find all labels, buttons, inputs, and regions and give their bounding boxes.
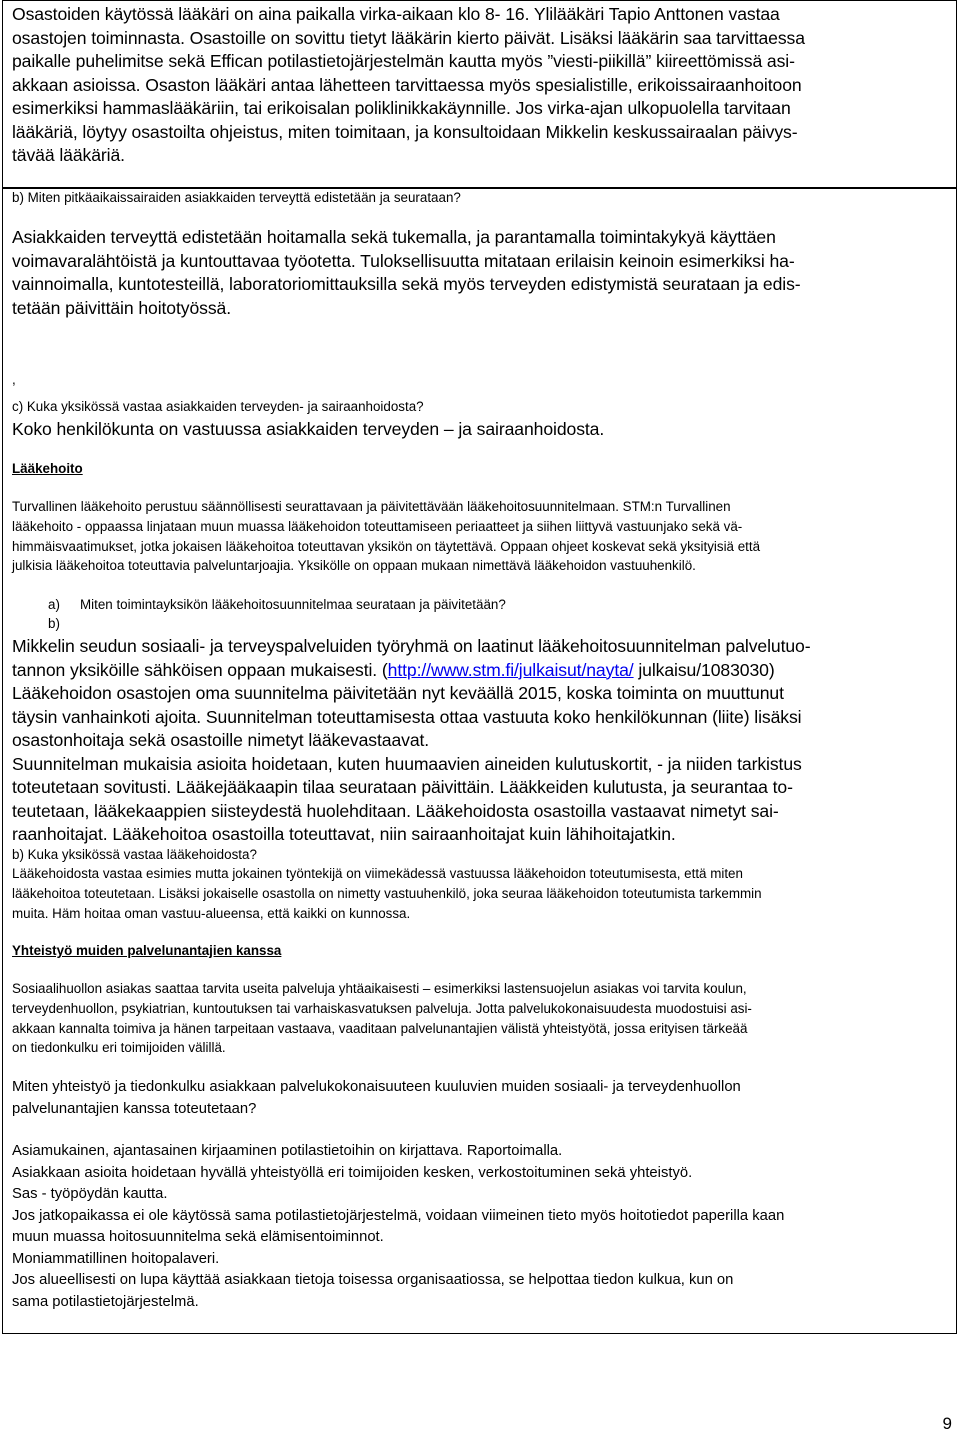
- question-a-plan-label: a): [48, 597, 60, 612]
- question-a-plan-text: Miten toimintayksikön lääkehoitosuunnitelmaa seurataan ja päivitetään?: [80, 597, 506, 612]
- answer-b-medresp: Lääkehoidosta vastaa esimies mutta jokainen työntekijä on viimekädessä vastuussa lääkehoidon toteutumisesta, että miten lääkehoitoa toteutetaan. Lisäksi jokaiselle osastolla on nimetty vastuuhenkilö, joka seuraa lääkehoidon toteutumista tarkemmin muita. Häm hoitaa oman vastuu-alueensa, että kaikki on kunnossa.: [12, 866, 762, 921]
- heading-medication: Lääkehoito: [12, 461, 83, 476]
- answer-c-responsible: Koko henkilökunta on vastuussa asiakkaiden terveyden – ja sairaanhoidosta.: [12, 419, 605, 439]
- question-b-health: b) Miten pitkäaikaissairaiden asiakkaiden terveyttä edistetään ja seurataan?: [12, 190, 461, 205]
- question-c-responsible: c) Kuka yksikössä vastaa asiakkaiden terveyden- ja sairaanhoidosta?: [12, 399, 424, 414]
- answer-cooperation: Asiamukainen, ajantasainen kirjaaminen potilastietoihin on kirjattava. Raportoimalla. Asiakkaan asioita hoidetaan hyvällä yhteistyöllä eri toimijoiden kesken, verkostoituminen sekä yhteistyö. Sas - työpöydän kautta. Jos jatkopaikassa ei ole käytössä sama potilastietojärjestelmä, voidaan viimeinen tieto myös hoitotiedot paperilla kaan muun muassa hoitosuunnitelma sekä elämisentoiminnot. Moniammatillinen hoitopalaveri. Jos alueellisesti on lupa käyttää asiakkaan tietoja toisessa organisaatiossa, se helpottaa tiedon kulkua, kun on sama potilastietojärjestelmä.: [12, 1143, 785, 1310]
- doctor-paragraph: Osastoiden käytössä lääkäri on aina paikalla virka-aikaan klo 8- 16. Ylilääkäri Tapio Anttonen vastaa osastojen toiminnasta. Osastoille on sovittu tietyt lääkärin kierto päivät. Lisäksi lääkärin saa tarvittaessa paikalle puhelimitse sekä Effican potilastietojärjestelmän kautta myös ”viesti-piikillä” kiireettömissä asi- akkaan asioissa. Osaston lääkäri antaa lähetteen tarvittaessa myös spesialistille, erikoissairaanhoitoon esimerkiksi hammaslääkäriin, tai erikoisalan poliklinikkakäynnille. Jos virka-ajan ulkopuolella tarvitaan lääkäriä, löytyy osastoilta ohjeistus, miten toimitaan, ja konsultoidaan Mikkelin keskussairaalan päivys- tävää lääkäriä.: [12, 4, 805, 165]
- cooperation-paragraph: Sosiaalihuollon asiakas saattaa tarvita useita palveluja yhtäaikaisesti – esimerkiksi lastensuojelun asiakas voi tarvita koulun, terveydenhuollon, psykiatrian, kuntoutuksen tai varhaiskasvatuksen palveluja. Jotta palvelukokonaisuudesta muodostuisi asi- akkaan kannalta toimiva ja hänen tarpeitaan vastaava, vaaditaan palvelunantajien välistä yhteistyötä, jossa erityisen tärkeää on tiedonkulku eri toimijoiden välillä.: [12, 981, 752, 1056]
- medication-paragraph: Turvallinen lääkehoito perustuu säännöllisesti seurattavaan ja päivitettävään lääkehoitosuunnitelmaan. STM:n Turvallinen lääkehoito - oppaassa linjataan muun muassa lääkehoidon toteuttamiseen periaatteet ja siihen liittyvä vastuunjako sekä vä- himmäisvaatimukset, jotka jokaisen lääkehoitoa toteuttavan yksikön on täytettävä. Oppaan ohjeet koskevat sekä yksityisiä että julkisia lääkehoitoa toteuttavia palveluntarjoajia. Yksikölle on oppaan mukaan nimettävä lääkehoidon vastuuhenkilö.: [12, 499, 761, 574]
- question-b-label: b): [48, 616, 60, 631]
- plan-answer: Mikkelin seudun sosiaali- ja terveyspalveluiden työryhmä on laatinut lääkehoitosuunnitelman palvelutuo- tannon yksiköille sähköisen oppaan mukaisesti. (http://www.stm.fi/julkaisut/nayta/ julkaisu/1083030) Lääkehoidon osastojen oma suunnitelma päivitetään nyt keväällä 2015, koska toiminta on muuttunut täysin vanhainkoti ajoita. Suunnitelman toteuttamisesta ottaa vastuuta koko henkilökunnan (liite) lisäksi osastonhoitaja sekä osastoille nimetyt lääkevastaavat. Suunnitelman mukaisia asioita hoidetaan, kuten huumaavien aineiden kulutuskortit, - ja niiden tarkistus toteutetaan sovitusti. Lääkejääkaapin tilaa seurataan päivittäin. Lääkkeiden kulutusta, ja seurantaa to- teutetaan, lääkekaappien siisteydestä huolehditaan. Lääkehoidosta osastoilla vastaavat nimetyt sai- raanhoitajat. Lääkehoitoa osastoilla toteuttavat, niin sairaanhoitajat kuin lähihoitajatkin.: [12, 636, 811, 844]
- question-b-medresp: b) Kuka yksikössä vastaa lääkehoidosta?: [12, 847, 257, 862]
- plan-answer-link-line: tannon yksiköille sähköisen oppaan mukaisesti. (http://www.stm.fi/julkaisut/nayta/ julkaisu/1083030): [12, 659, 775, 680]
- question-cooperation: Miten yhteistyö ja tiedonkulku asiakkaan palvelukokonaisuuteen kuuluvien muiden sosiaali- ja terveydenhuollon palvelunantajien kanssa toteutetaan?: [12, 1079, 741, 1117]
- stm-link[interactable]: http://www.stm.fi/julkaisut/nayta/: [387, 659, 634, 680]
- question-a-plan: [48, 595, 506, 615]
- heading-cooperation: Yhteistyö muiden palvelunantajien kanssa: [12, 943, 282, 958]
- stray-comma: ,: [12, 372, 16, 387]
- page-number: 9: [942, 1414, 952, 1433]
- health-paragraph: Asiakkaiden terveyttä edistetään hoitamalla sekä tukemalla, ja parantamalla toimintakykyä käyttäen voimavaralähtöistä ja kuntouttavaa työotetta. Tuloksellisuutta mitataan erilaisin keinoin esimerkiksi ha- vainnoimalla, kuntotesteillä, laboratoriomittauksilla sekä myös terveyden edistymistä seurataan ja edis- tetään päivittäin hoitotyössä.: [12, 227, 801, 318]
